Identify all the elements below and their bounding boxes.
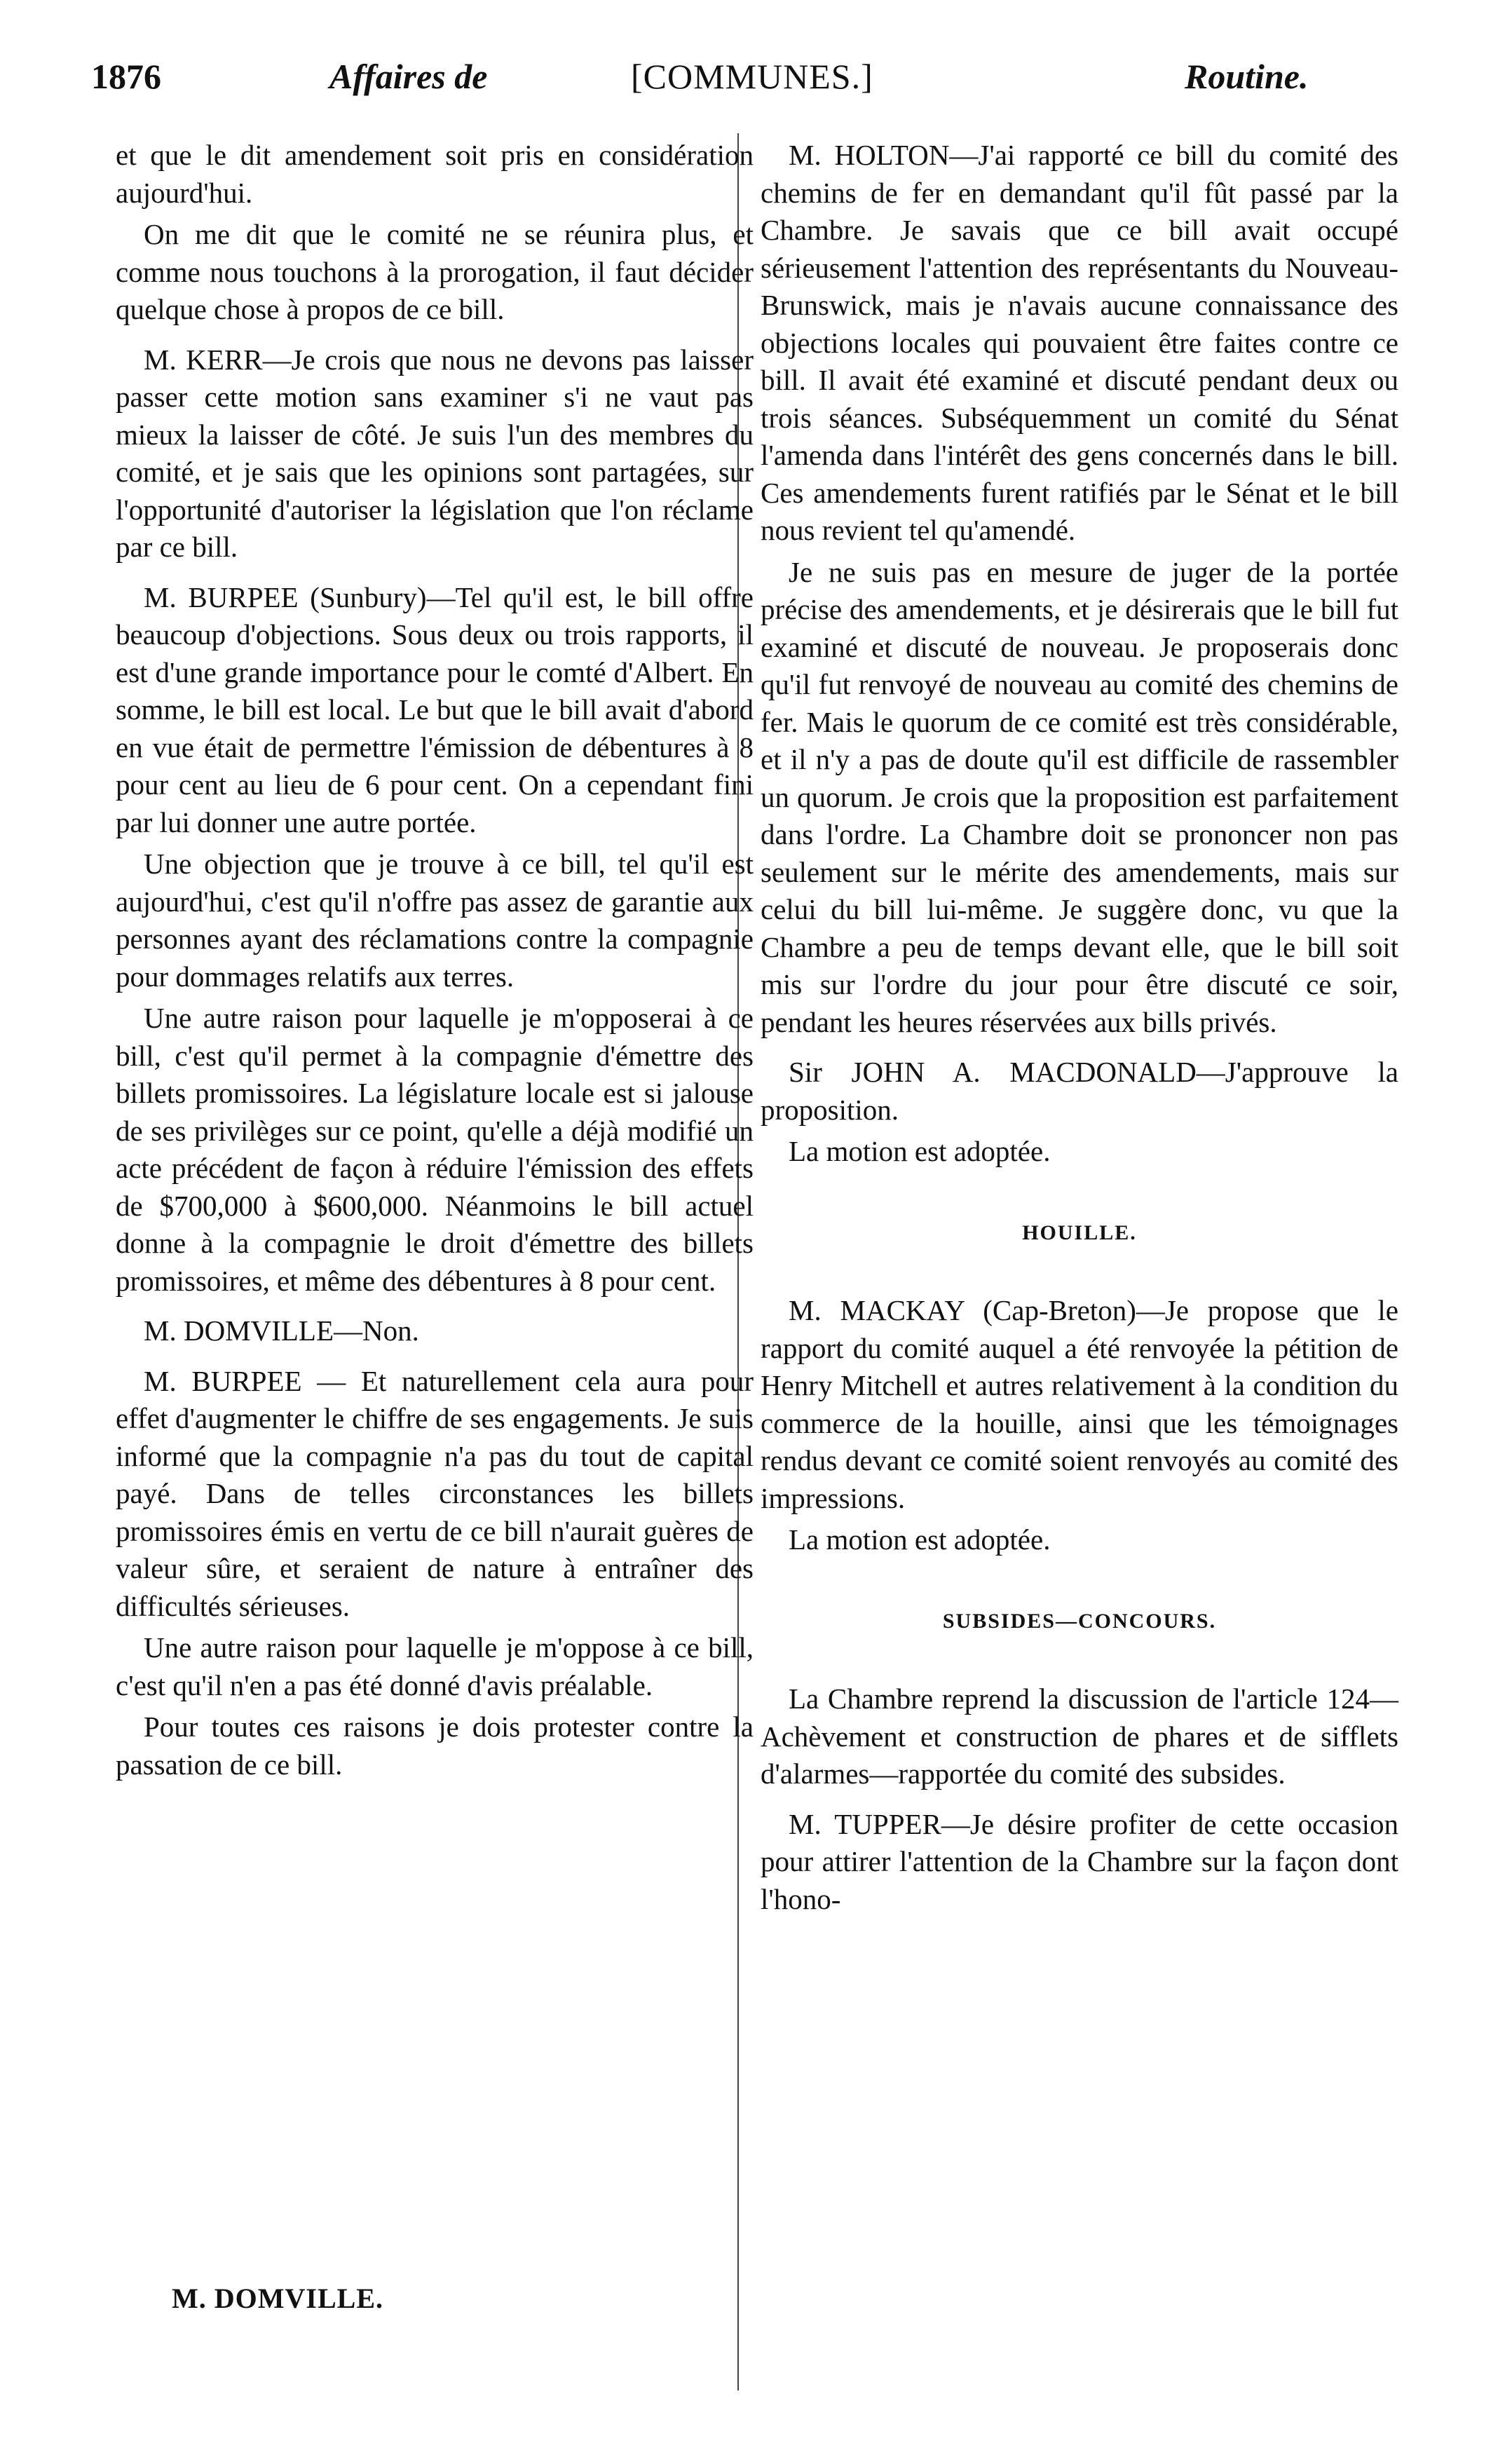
left-column <box>116 137 754 1788</box>
paragraph: M. TUPPER—Je désire profiter de cette occasion pour attirer l'attention de la Chambre sur la façon dont l'hono- <box>761 1807 1398 1915</box>
paragraph: La Chambre reprend la discussion de l'article 124—Achèvement et construction de phares et de sifflets d'alarmes—rapportée du comité des subsides. <box>761 1682 1398 1790</box>
paragraph: M. DOMVILLE—Non. <box>144 1314 419 1347</box>
paragraph: La motion est adoptée. <box>789 1135 1051 1167</box>
paragraph: Pour toutes ces raisons je dois protester contre la passation de ce bill. <box>116 1711 754 1781</box>
paragraph: Une objection que je trouve à ce bill, tel qu'il est aujourd'hui, c'est qu'il n'offre pas assez de garantie aux personnes ayant des réclamations contre la compagnie pour dommages relatifs aux terres. <box>116 848 754 993</box>
section-heading-houille: HOUILLE. <box>1022 1220 1137 1244</box>
paragraph: M. HOLTON—J'ai rapporté ce bill du comité des chemins de fer en demandant qu'il fût passé par la Chambre. Je savais que ce bill avait occupé sérieusement l'attention des représentants du Nouveau-Brunswick, mais je n'avais aucune connaissance des objections locales qui pouvaient être faites contre ce bill. Il avait été examiné et discuté pendant deux ou trois séances. Subséquemment un comité du Sénat l'amenda dans l'intérêt des gens concernés dans le bill. Ces amendements furent ratifiés par le Sénat et le bill nous revient tel qu'amendé. <box>761 139 1398 546</box>
paragraph: Une autre raison pour laquelle je m'oppose à ce bill, c'est qu'il n'en a pas été donné d'avis préalable. <box>116 1631 754 1701</box>
right-column <box>761 137 1398 1922</box>
catchword: M. DOMVILLE. <box>172 2283 383 2314</box>
paragraph: M. BURPEE (Sunbury)—Tel qu'il est, le bill offre beaucoup d'objections. Sous deux ou trois rapports, il est d'une grande importance pour le comté d'Albert. En somme, le bill est local. Le but que le bill avait d'abord en vue était de permettre l'émission de débentures à 8 pour cent au lieu de 6 pour cent. On a cependant fini par lui donner une autre portée. <box>116 580 754 838</box>
paragraph: M. KERR—Je crois que nous ne devons pas laisser passer cette motion sans examiner s'i ne vaut pas mieux la laisser de côté. Je suis l'un des membres du comité, et je sais que les opinions sont partagées, sur l'opportunité d'autoriser la législation que l'on réclame par ce bill. <box>116 343 754 563</box>
paragraph: Je ne suis pas en mesure de juger de la portée précise des amendements, et je désirerais que le bill fut examiné et discuté de nouveau. Je proposerais donc qu'il fut renvoyé de nouveau au comité des chemins de fer. Mais le quorum de ce comité est très considérable, et il n'y a pas de doute qu'il est difficile de rassembler un quorum. Je crois que la proposition est parfaitement dans l'ordre. La Chambre doit se prononcer non pas seulement sur le mérite des amendements, mais sur celui du bill lui-même. Je suggère donc, vu que la Chambre a peu de temps devant elle, que le bill soit mis sur l'ordre du jour pour être discuté ce soir, pendant les heures réservées aux bills privés. <box>761 555 1398 1038</box>
paragraph: M. BURPEE — Et naturellement cela aura pour effet d'augmenter le chiffre de ses engagements. Je suis informé que la compagnie n'a pas du tout de capital payé. Dans de telles circonstances les billets promissoires émis en vertu de ce bill n'aurait guères de valeur sûre, et seraient de nature à entraîner des difficultés sérieuses. <box>116 1364 754 1622</box>
paragraph: Une autre raison pour laquelle je m'opposerai à ce bill, c'est qu'il permet à la compagnie d'émettre des billets promissoires. La législature locale est si jalouse de ses privilèges sur ce point, qu'elle a déjà modifié un acte précédent de façon à réduire l'émission des effets de $700,000 à $600,000. Néanmoins le bill actuel donne à la compagnie le droit d'émettre des billets promissoires, et même des débentures à 8 pour cent. <box>116 1002 754 1297</box>
paragraph: et que le dit amendement soit pris en considération aujourd'hui. <box>116 139 754 209</box>
paragraph: On me dit que le comité ne se réunira plus, et comme nous touchons à la prorogation, il faut décider quelque chose à propos de ce bill. <box>116 218 754 325</box>
paragraph: Sir JOHN A. MACDONALD—J'approuve la proposition. <box>761 1056 1398 1126</box>
paragraph: La motion est adoptée. <box>789 1523 1051 1556</box>
section-heading-subsides: SUBSIDES—CONCOURS. <box>942 1609 1217 1633</box>
header-left: Affaires de <box>329 57 488 96</box>
header-center: [COMMUNES.] <box>631 57 873 96</box>
running-header <box>91 49 1409 105</box>
paragraph: M. MACKAY (Cap-Breton)—Je propose que le rapport du comité auquel a été renvoyée la pétition de Henry Mitchell et autres relativement à la condition du commerce de la houille, ainsi que les témoignages rendus devant ce comité soient renvoyés au comité des impressions. <box>761 1294 1398 1514</box>
header-right: Routine. <box>1185 57 1309 96</box>
page-number: 1876 <box>91 57 161 96</box>
